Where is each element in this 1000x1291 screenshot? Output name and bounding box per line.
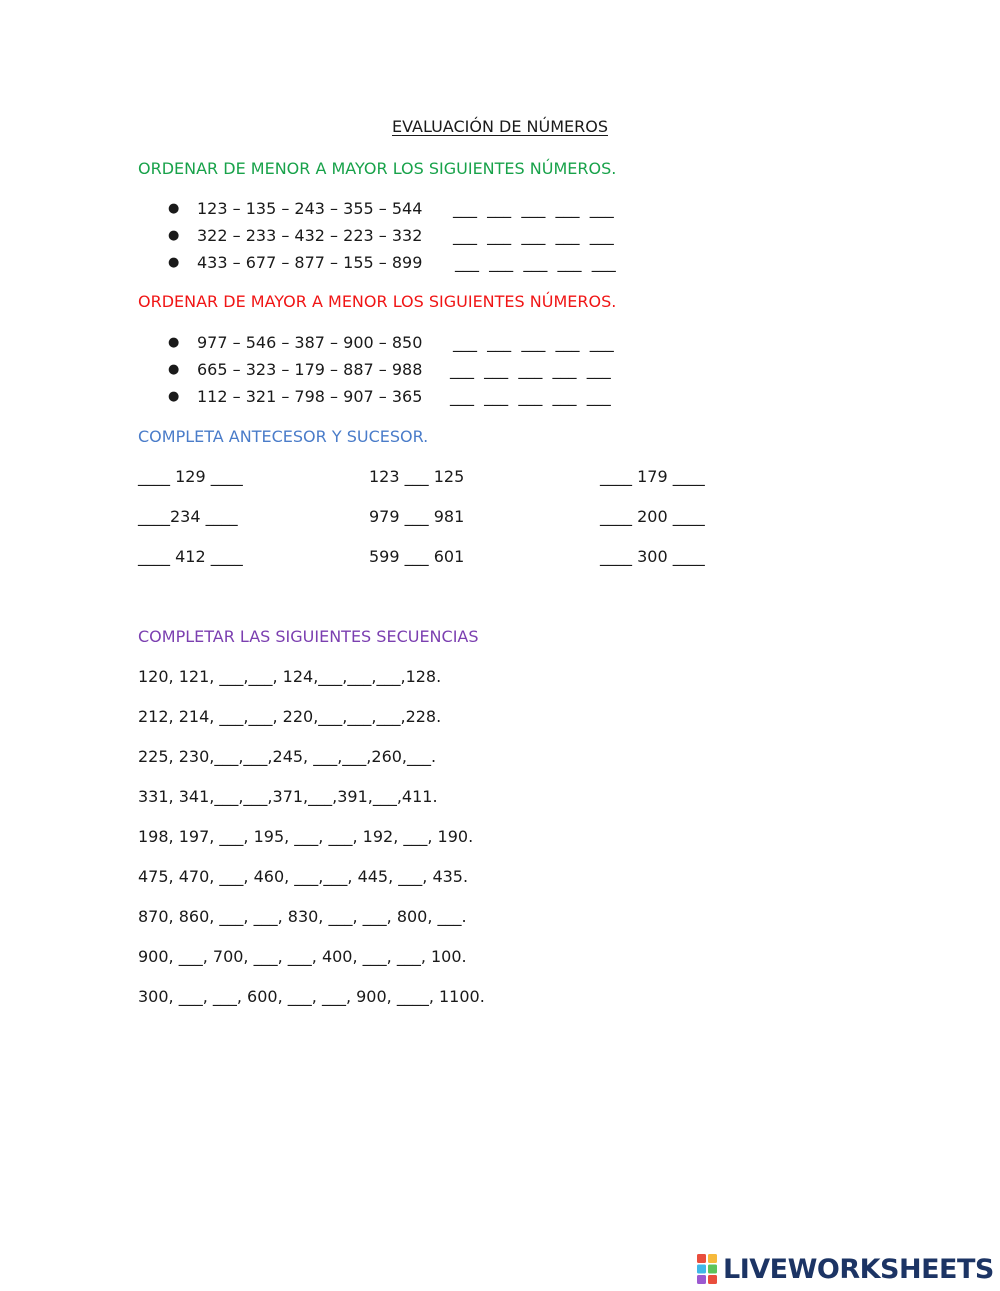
sequence-line[interactable]: 475, 470, ___, 460, ___,___, 445, ___, 435.: [138, 867, 469, 886]
liveworksheets-logo-text: LIVEWORKSHEETS: [723, 1253, 994, 1285]
number-list: 112 – 321 – 798 – 907 – 365: [197, 387, 423, 406]
sequence-line[interactable]: 300, ___, ___, 600, ___, ___, 900, ____, 1100.: [138, 987, 485, 1006]
bullet: ●: [168, 255, 180, 270]
sequence-line[interactable]: 198, 197, ___, 195, ___, ___, 192, ___, 190.: [138, 827, 474, 846]
sequence-line[interactable]: 870, 860, ___, ___, 830, ___, ___, 800, ___.: [138, 907, 467, 926]
predecessor-successor-item[interactable]: ____ 200 ____: [600, 507, 705, 526]
predecessor-successor-item[interactable]: ____ 300 ____: [600, 547, 705, 566]
number-list: 433 – 677 – 877 – 155 – 899: [197, 253, 423, 272]
sequence-line[interactable]: 225, 230,___,___,245, ___,___,260,___.: [138, 747, 437, 766]
answer-blanks[interactable]: ___ ___ ___ ___ ___: [453, 226, 614, 245]
bullet: ●: [168, 362, 180, 377]
liveworksheets-logo-icon: [697, 1254, 717, 1284]
section-heading-descending: ORDENAR DE MAYOR A MENOR LOS SIGUIENTES NÚMEROS.: [138, 292, 617, 311]
predecessor-successor-item[interactable]: ____ 179 ____: [600, 467, 705, 486]
predecessor-successor-item[interactable]: ____ 129 ____: [138, 467, 243, 486]
answer-blanks[interactable]: ___ ___ ___ ___ ___: [455, 253, 616, 272]
answer-blanks[interactable]: ___ ___ ___ ___ ___: [453, 333, 614, 352]
number-list: 977 – 546 – 387 – 900 – 850: [197, 333, 423, 352]
predecessor-successor-item[interactable]: ____234 ____: [138, 507, 238, 526]
sequence-line[interactable]: 212, 214, ___,___, 220,___,___,___,228.: [138, 707, 442, 726]
predecessor-successor-item[interactable]: 599 ___ 601: [369, 547, 465, 566]
bullet: ●: [168, 228, 180, 243]
section-heading-sequences: COMPLETAR LAS SIGUIENTES SECUENCIAS: [138, 627, 479, 646]
bullet: ●: [168, 201, 180, 216]
liveworksheets-logo: [697, 1252, 994, 1286]
number-list: 322 – 233 – 432 – 223 – 332: [197, 226, 423, 245]
section-heading-ascending: ORDENAR DE MENOR A MAYOR LOS SIGUIENTES NÚMEROS.: [138, 159, 617, 178]
sequence-line[interactable]: 331, 341,___,___,371,___,391,___,411.: [138, 787, 438, 806]
predecessor-successor-item[interactable]: 123 ___ 125: [369, 467, 465, 486]
bullet: ●: [168, 389, 180, 404]
predecessor-successor-item[interactable]: 979 ___ 981: [369, 507, 465, 526]
sequence-line[interactable]: 900, ___, 700, ___, ___, 400, ___, ___, 100.: [138, 947, 467, 966]
page-title: EVALUACIÓN DE NÚMEROS: [392, 117, 608, 136]
answer-blanks[interactable]: ___ ___ ___ ___ ___: [450, 360, 611, 379]
number-list: 665 – 323 – 179 – 887 – 988: [197, 360, 423, 379]
number-list: 123 – 135 – 243 – 355 – 544: [197, 199, 423, 218]
answer-blanks[interactable]: ___ ___ ___ ___ ___: [453, 199, 614, 218]
predecessor-successor-item[interactable]: ____ 412 ____: [138, 547, 243, 566]
section-heading-predecessor-successor: COMPLETA ANTECESOR Y SUCESOR.: [138, 427, 429, 446]
sequence-line[interactable]: 120, 121, ___,___, 124,___,___,___,128.: [138, 667, 442, 686]
bullet: ●: [168, 335, 180, 350]
answer-blanks[interactable]: ___ ___ ___ ___ ___: [450, 387, 611, 406]
